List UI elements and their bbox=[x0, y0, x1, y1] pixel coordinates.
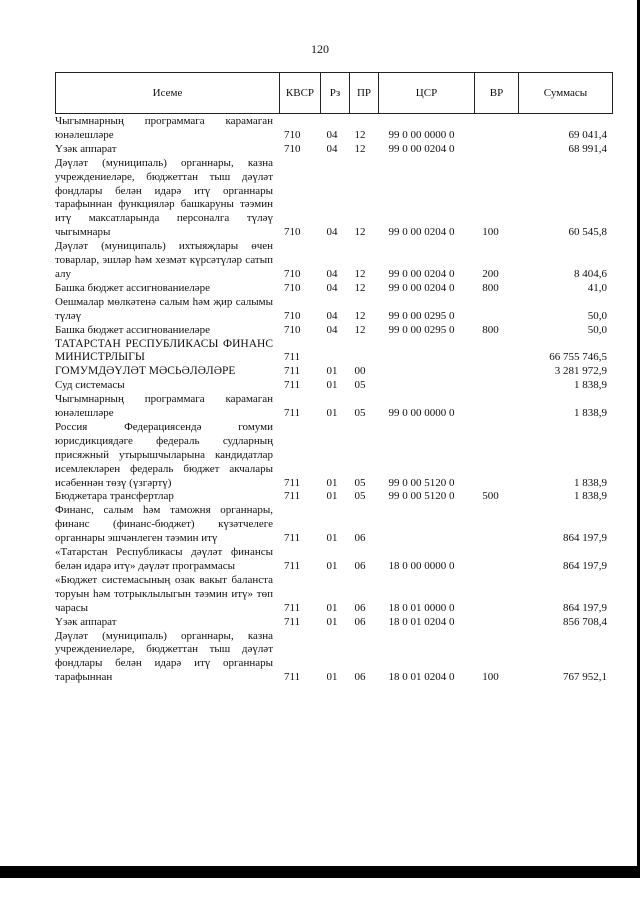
row-rz: 04 bbox=[326, 128, 338, 141]
row-name: Россия Федерациясендә гомуми юрисдикциядәге федераль судларның присяжный утырышчыларына кандидатлар исемлекләрен федераль бюджет акчалары исәбеннән төзү (үзгәртү) bbox=[55, 420, 273, 489]
header-kvsr: КВСР bbox=[280, 73, 321, 113]
row-vr: 800 bbox=[482, 281, 499, 294]
row-csr: 99 0 00 0204 0 bbox=[388, 226, 455, 239]
row-csr bbox=[374, 365, 469, 379]
row-vr bbox=[469, 546, 512, 574]
row-csr: 99 0 00 0204 0 bbox=[388, 142, 455, 155]
table-row bbox=[55, 546, 611, 574]
row-rz: 04 bbox=[326, 267, 338, 280]
row-sum: 767 952,1 bbox=[563, 671, 607, 684]
table-row bbox=[55, 616, 611, 630]
row-vr bbox=[469, 143, 512, 157]
row-sum: 856 708,4 bbox=[563, 615, 607, 628]
row-name: «Татарстан Республикасы дәүләт финансы белән идарә итү» дәүләт программасы bbox=[55, 546, 273, 572]
row-sum: 864 197,9 bbox=[563, 560, 607, 572]
row-vr bbox=[469, 365, 512, 379]
row-pr: 12 bbox=[354, 267, 366, 280]
table-row bbox=[55, 324, 611, 338]
row-pr: 06 bbox=[354, 560, 366, 572]
row-name: Үзәк аппарат bbox=[55, 615, 117, 628]
row-kvsr: 711 bbox=[284, 351, 301, 364]
row-pr: 12 bbox=[354, 226, 366, 239]
table-body bbox=[55, 115, 611, 685]
row-vr bbox=[469, 296, 512, 324]
table-row bbox=[55, 574, 611, 616]
row-rz: 04 bbox=[326, 323, 338, 336]
row-sum: 60 545,8 bbox=[568, 226, 607, 239]
row-vr bbox=[469, 574, 512, 616]
row-name: Суд системасы bbox=[55, 379, 125, 392]
row-pr bbox=[346, 338, 374, 366]
row-rz: 01 bbox=[326, 379, 338, 392]
table-row bbox=[55, 393, 611, 421]
row-pr: 06 bbox=[354, 671, 366, 684]
header-name: Исеме bbox=[56, 73, 280, 113]
row-csr: 18 0 00 0000 0 bbox=[388, 560, 455, 572]
row-kvsr: 711 bbox=[284, 560, 301, 572]
row-pr: 05 bbox=[354, 476, 366, 489]
row-pr: 05 bbox=[354, 490, 366, 503]
row-kvsr: 710 bbox=[284, 309, 301, 322]
row-sum: 3 281 972,9 bbox=[554, 365, 607, 378]
row-sum: 1 838,9 bbox=[574, 476, 607, 489]
row-kvsr: 711 bbox=[284, 365, 301, 378]
row-rz: 04 bbox=[326, 226, 338, 239]
row-sum: 1 838,9 bbox=[574, 490, 607, 503]
row-vr bbox=[469, 421, 512, 491]
row-kvsr: 710 bbox=[284, 267, 301, 280]
row-sum: 68 991,4 bbox=[568, 142, 607, 155]
row-pr: 12 bbox=[354, 128, 366, 141]
row-vr bbox=[469, 115, 512, 143]
row-csr: 99 0 00 0204 0 bbox=[388, 267, 455, 280]
row-name: Чыгымнарның программага карамаган юнәлешләре bbox=[55, 115, 273, 141]
row-kvsr: 710 bbox=[284, 226, 301, 239]
row-name: Чыгымнарның программага карамаган юнәлешләре bbox=[55, 393, 273, 420]
row-kvsr: 711 bbox=[284, 476, 301, 489]
row-name: Дәүләт (муниципаль) органнары, казна учреждениеләре, бюджеттан тыш дәүләт фондлары белән идарә итү органнары тарафыннан функцияләр башкаруны тәэмин итү максатларында персоналга түләү чыгымнары bbox=[55, 156, 273, 239]
row-kvsr: 711 bbox=[284, 671, 301, 684]
row-pr: 12 bbox=[354, 142, 366, 155]
row-kvsr: 711 bbox=[284, 532, 301, 545]
row-pr: 06 bbox=[354, 532, 366, 545]
table-row bbox=[55, 630, 611, 686]
row-sum: 8 404,6 bbox=[574, 267, 607, 280]
table-row bbox=[55, 365, 611, 379]
row-vr: 800 bbox=[482, 323, 499, 336]
row-name: Оешмалар мөлкәтенә салым һәм җир салымы түләү bbox=[55, 295, 273, 322]
table-row bbox=[55, 338, 611, 366]
row-name: «Бюджет системасының озак вакыт баланста торуын һәм тотрыклылыгын тәэмин итү» төп чарасы bbox=[55, 573, 273, 614]
row-name: Башка бюджет ассигнованиеләре bbox=[55, 281, 210, 294]
row-name: Бюджетара трансфертлар bbox=[55, 490, 174, 503]
row-kvsr: 711 bbox=[284, 490, 301, 503]
row-sum: 50,0 bbox=[587, 323, 607, 336]
row-vr bbox=[469, 616, 512, 630]
table-row bbox=[55, 421, 611, 491]
row-sum: 1 838,9 bbox=[574, 407, 607, 420]
row-csr: 99 0 00 5120 0 bbox=[388, 490, 455, 503]
header-vr: ВР bbox=[475, 73, 519, 113]
header-csr: ЦСР bbox=[379, 73, 475, 113]
table-row bbox=[55, 143, 611, 157]
row-kvsr: 711 bbox=[284, 615, 301, 628]
row-name: Финанс, салым һәм таможня органнары, финанс (финанс-бюджет) күзәтчелеге органнары эшчәнлеген тәэмин итү bbox=[55, 504, 273, 545]
header-pr: ПР bbox=[350, 73, 379, 113]
table-row bbox=[55, 490, 611, 504]
row-pr: 12 bbox=[354, 281, 366, 294]
row-vr: 500 bbox=[482, 490, 499, 503]
row-csr: 18 0 01 0204 0 bbox=[388, 671, 455, 684]
row-rz: 01 bbox=[326, 671, 338, 684]
row-sum: 50,0 bbox=[587, 309, 607, 322]
row-vr: 100 bbox=[482, 671, 499, 684]
row-csr bbox=[374, 338, 469, 366]
row-pr: 00 bbox=[354, 365, 366, 378]
row-pr: 12 bbox=[354, 323, 366, 336]
table-row bbox=[55, 379, 611, 393]
row-rz: 04 bbox=[326, 281, 338, 294]
row-sum: 69 041,4 bbox=[568, 128, 607, 141]
row-csr bbox=[374, 379, 469, 393]
row-sum: 864 197,9 bbox=[563, 532, 607, 545]
table-row bbox=[55, 504, 611, 546]
row-vr: 100 bbox=[482, 226, 499, 239]
row-csr: 18 0 01 0000 0 bbox=[388, 601, 455, 614]
row-name: Дәүләт (муниципаль) ихтыяҗлары өчен товарлар, эшләр һәм хезмәт күрсәтүләр сатып алу bbox=[55, 240, 273, 280]
row-kvsr: 710 bbox=[284, 128, 301, 141]
row-vr bbox=[469, 338, 512, 366]
row-name: Үзәк аппарат bbox=[55, 142, 117, 155]
row-kvsr: 711 bbox=[284, 379, 301, 392]
row-kvsr: 711 bbox=[284, 407, 301, 420]
row-csr: 99 0 00 0000 0 bbox=[388, 407, 455, 420]
row-csr: 99 0 00 0295 0 bbox=[388, 323, 455, 336]
row-rz: 04 bbox=[326, 309, 338, 322]
scan-footer-bar bbox=[0, 866, 640, 878]
row-vr bbox=[469, 379, 512, 393]
row-pr: 05 bbox=[354, 407, 366, 420]
row-pr: 05 bbox=[354, 379, 366, 392]
row-sum: 1 838,9 bbox=[574, 379, 607, 392]
table-row bbox=[55, 296, 611, 324]
row-vr: 200 bbox=[482, 267, 499, 280]
row-rz: 01 bbox=[326, 532, 338, 545]
row-rz: 01 bbox=[326, 601, 338, 614]
row-rz: 01 bbox=[326, 615, 338, 628]
row-name: Дәүләт (муниципаль) органнары, казна учреждениеләре, бюджеттан тыш дәүләт фондлары белән идарә итү органнары тарафыннан bbox=[55, 629, 273, 684]
row-rz: 01 bbox=[326, 365, 338, 378]
table-row bbox=[55, 157, 611, 240]
row-rz: 01 bbox=[326, 407, 338, 420]
row-name: ГОМУМДӘҮЛӘТ МӘСЬӘЛӘЛӘРЕ bbox=[55, 365, 236, 378]
table-row bbox=[55, 282, 611, 296]
row-rz: 01 bbox=[326, 490, 338, 503]
row-kvsr: 710 bbox=[284, 142, 301, 155]
header-rz: Рз bbox=[321, 73, 350, 113]
row-kvsr: 710 bbox=[284, 281, 301, 294]
row-pr: 06 bbox=[354, 615, 366, 628]
row-rz: 04 bbox=[326, 142, 338, 155]
row-rz: 01 bbox=[326, 476, 338, 489]
row-sum: 41,0 bbox=[587, 281, 607, 294]
row-vr bbox=[469, 393, 512, 421]
table-header bbox=[55, 72, 613, 114]
header-sum: Суммасы bbox=[543, 87, 588, 99]
row-kvsr: 711 bbox=[284, 601, 301, 614]
row-sum: 66 755 746,5 bbox=[549, 351, 607, 364]
row-csr: 18 0 01 0204 0 bbox=[388, 615, 455, 628]
row-name: Башка бюджет ассигнованиеләре bbox=[55, 323, 210, 336]
row-sum: 864 197,9 bbox=[563, 601, 607, 614]
row-csr bbox=[374, 504, 469, 546]
row-csr: 99 0 00 0204 0 bbox=[388, 281, 455, 294]
table-row bbox=[55, 240, 611, 282]
table-row bbox=[55, 115, 611, 143]
row-name: ТАТАРСТАН РЕСПУБЛИКАСЫ ФИНАНС МИНИСТРЛЫГЫ bbox=[55, 337, 273, 364]
row-rz: 01 bbox=[326, 560, 338, 572]
row-rz bbox=[318, 338, 346, 366]
row-csr: 99 0 00 5120 0 bbox=[388, 476, 455, 489]
row-kvsr: 710 bbox=[284, 323, 301, 336]
row-pr: 12 bbox=[354, 309, 366, 322]
row-csr: 99 0 00 0295 0 bbox=[388, 309, 455, 322]
row-vr bbox=[469, 504, 512, 546]
row-csr: 99 0 00 0000 0 bbox=[388, 128, 455, 141]
row-pr: 06 bbox=[354, 601, 366, 614]
page-number: 120 bbox=[311, 42, 329, 56]
